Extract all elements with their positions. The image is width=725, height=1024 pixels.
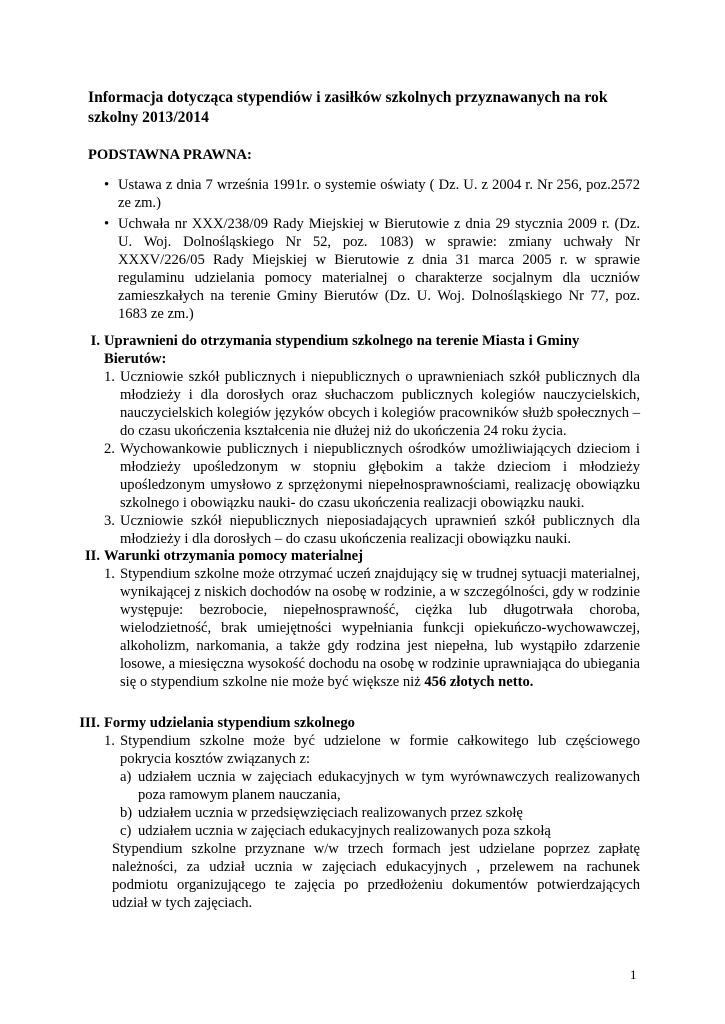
bullet-icon: • <box>104 177 110 193</box>
sub-list-item: a) udziałem ucznia w zajęciach edukacyjnych w tym wyrównawczych realizowanych poza ramowym planem nauczania, <box>120 769 640 803</box>
bullet-icon: • <box>104 216 110 232</box>
list-item: 1. Stypendium szkolne może otrzymać uczeń znajdujący się w trudnej sytuacji materialnej, wynikającej z niskich dochodów na osobę w rodzinie, a w szczególności, gdy w rodzinie występuje: bezrobocie, niepełnosprawność, ciężka lub długotrwała choroba, wielodzietność, brak umiejętności wypełniania funkcji opiekuńczo-wychowawczej, alkoholizm, narkomania, a także gdy rodzina jest niepełna, lub wystąpiło zdarzenie losowe, a miesięczna wysokość dochodu na osobę w rodzinie uprawniająca do ubiegania się o stypendium szkolne nie może być większe niż 456 złotych netto. <box>104 566 640 690</box>
section-heading: II. Warunki otrzymania pomocy materialnej <box>84 548 364 564</box>
section-eligibility <box>72 332 640 548</box>
list-item: • Ustawa z dnia 7 września 1991r. o systemie oświaty ( Dz. U. z 2004 r. Nr 256, poz.2572 ze zm.) <box>104 177 640 211</box>
legal-basis-heading: PODSTAWNA PRAWNA: <box>88 147 252 163</box>
document-title: Informacja dotycząca stypendiów i zasiłków szkolnych przyznawanych na rok szkolny 2013/2014 <box>88 89 608 126</box>
list-item: 1. Uczniowie szkół publicznych i niepublicznych o uprawnieniach szkół publicznych dla młodzieży i dla dorosłych oraz słuchaczom publicznych kolegiów nauczycielskich, nauczycielskich kolegiów języków obcych i kolegiów pracowników służb społecznych – do czasu ukończenia kształcenia nie dłużej niż do ukończenia 24 roku życia. <box>104 369 640 439</box>
list-item: 3. Uczniowie szkół niepublicznych nieposiadających uprawnień szkół publicznych dla młodzieży i dla dorosłych – do czasu ukończenia realizacji obowiązku nauki. <box>104 513 640 547</box>
numbered-list <box>72 565 640 691</box>
numbered-list <box>72 732 640 840</box>
sub-list <box>120 768 640 840</box>
income-limit: 456 złotych netto. <box>424 674 534 690</box>
legal-basis-list <box>104 176 640 326</box>
section-heading: I. Uprawnieni do otrzymania stypendium szkolnego na terenie Miasta i Gminy Bierutów: <box>90 333 580 367</box>
sub-list-item: b) udziałem ucznia w przedsięwzięciach realizowanych przez szkołę <box>120 805 523 821</box>
list-item: • Uchwała nr XXX/238/09 Rady Miejskiej w Bierutowie z dnia 29 stycznia 2009 r. (Dz. U. Woj. Dolnośląskiego Nr 52, poz. 1083) w sprawie: zmiany uchwały Nr XXXV/226/05 Rady Miejskiej w Bierutowie z dnia 31 marca 2005 r. w sprawie regulaminu udzielania pomocy materialnej o charakterze socjalnym dla uczniów zamieszkałych na terenie Gminy Bierutów (Dz. U. Woj. Dolnośląskiego Nr 77, poz. 1683 ze zm.) <box>104 216 640 322</box>
section-conditions <box>72 547 640 691</box>
numbered-list <box>72 368 640 548</box>
list-item: 2. Wychowankowie publicznych i niepublicznych ośrodków umożliwiających dzieciom i młodzieży upośledzonym w stopniu głębokim a także dzieciom i młodzieży upośledzonym umysłowo z sprzężonymi niepełnosprawnościami, realizację obowiązku szkolnego i obowiązku nauki- do czasu ukończenia realizacji obowiązku nauki. <box>104 441 640 511</box>
page-number: 1 <box>630 967 637 982</box>
section-forms <box>72 714 640 912</box>
list-item: 1. Stypendium szkolne może być udzielone w formie całkowitego lub częściowego pokrycia kosztów związanych z: a) udziałem ucznia w zajęciach edukacyjnych w tym wyrównawczych realizowanych poza ramowym planem nauczania, b) udziałem ucznia w przedsięwzięciach realizowanych przez szkołę c) udziałem ucznia w zajęciach edukacyjnych realizowanych poza szkołą <box>104 733 640 839</box>
section-heading: III. Formy udzielania stypendium szkolnego <box>79 715 355 731</box>
sub-list-item: c) udziałem ucznia w zajęciach edukacyjnych realizowanych poza szkołą <box>120 823 551 839</box>
closing-paragraph: Stypendium szkolne przyznane w/w trzech formach jest udzielane poprzez zapłatę należności, za udział ucznia w zajęciach edukacyjnych , przelewem na rachunek podmiotu organizującego te zajęcia po przedłożeniu dokumentów potwierdzających udział w tych zajęciach. <box>112 841 640 911</box>
